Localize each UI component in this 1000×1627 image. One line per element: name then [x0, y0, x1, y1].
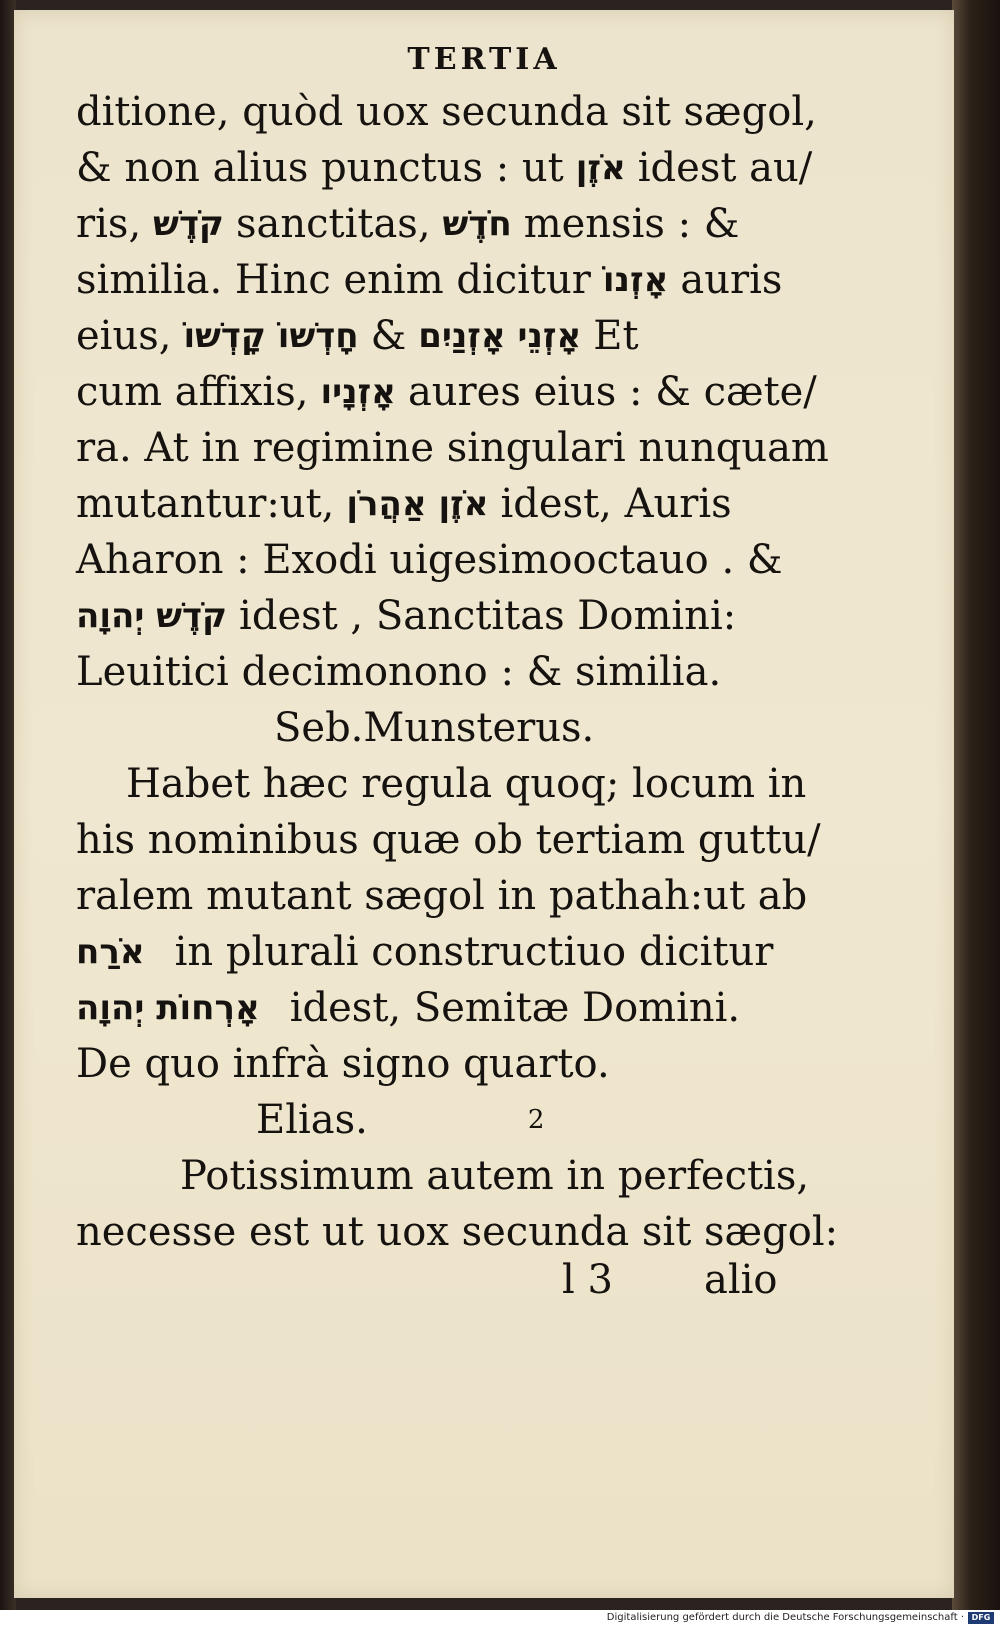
line-text: &	[370, 313, 407, 359]
line-text: mutantur:ut,	[76, 481, 335, 527]
catchword: alio	[704, 1257, 778, 1303]
line-text: ralem mutant sægol in pathah:ut ab	[76, 873, 808, 919]
line-text: Seb.Munsterus.	[274, 705, 595, 751]
line-text: eius,	[76, 313, 172, 359]
line-text: & non alius punctus : ut	[76, 145, 564, 191]
text-line-5	[76, 308, 639, 364]
line-text: mensis : &	[523, 201, 740, 247]
hebrew-word: קֹדֶשׁ יְהוָה	[76, 596, 228, 636]
line-text: ditione, quòd uox secunda sit sægol,	[76, 89, 817, 135]
hebrew-word: אָזְנָיו	[320, 372, 396, 412]
text-line-4	[76, 252, 782, 308]
text-line-14	[76, 812, 821, 868]
text-line-15	[76, 868, 807, 924]
text-line-1	[76, 84, 817, 140]
text-line-17	[76, 980, 740, 1036]
line-text: De quo infrà signo quarto.	[76, 1041, 610, 1087]
text-line-2	[76, 140, 812, 196]
running-head: TERTIA	[407, 42, 561, 77]
line-text: cum affixis,	[76, 369, 309, 415]
line-text: in plurali constructiuo dicitur	[174, 929, 774, 975]
hebrew-word: חָדְשׁוֹ קָדְשׁוֹ	[183, 316, 359, 356]
dfg-logo: DFG	[968, 1612, 994, 1624]
hebrew-word: אָזְנוֹ	[602, 260, 669, 300]
text-line-6	[76, 364, 817, 420]
line-text: idest, Semitæ Domini.	[289, 985, 741, 1031]
note-number: 2	[527, 1105, 545, 1135]
hebrew-word: אֹזֶן אַהֲרֹן	[346, 484, 489, 524]
text-line-8	[76, 476, 732, 532]
author-heading-munster	[274, 700, 594, 756]
signature-mark: l 3	[562, 1257, 613, 1303]
line-text: ra. At in regimine singulari nunquam	[76, 425, 829, 471]
hebrew-word: אָזְנֵי אָזְנַיִם	[418, 316, 582, 356]
line-text: his nominibus quæ ob tertiam guttu/	[76, 817, 821, 863]
hebrew-word: אֹזֶן	[575, 148, 626, 188]
text-line-11	[76, 644, 721, 700]
line-text: Aharon : Exodi uigesimooctauo . &	[76, 537, 783, 583]
line-text: ris,	[76, 201, 142, 247]
text-line-7	[76, 420, 829, 476]
book-page	[14, 10, 954, 1598]
line-text: sanctitas,	[235, 201, 431, 247]
digitization-credit: Digitalisierung gefördert durch die Deutsche Forschungsgemeinschaft ·	[606, 1612, 964, 1623]
text-line-20	[180, 1148, 809, 1204]
hebrew-word: קֹדֶשׁ	[153, 204, 224, 244]
text-line-18	[76, 1036, 610, 1092]
text-line-3	[76, 196, 739, 252]
line-text: necesse est ut uox secunda sit sægol:	[76, 1209, 839, 1255]
text-line-16	[76, 924, 773, 980]
line-text: aures eius : & cæte/	[407, 369, 817, 415]
line-text: Elias.	[256, 1097, 368, 1143]
line-text: Habet hæc regula quoq; locum in	[126, 761, 807, 807]
line-text: idest, Auris	[500, 481, 732, 527]
text-line-13	[126, 756, 806, 812]
author-heading-elias	[256, 1092, 544, 1148]
line-text: Potissimum autem in perfectis,	[180, 1153, 810, 1199]
text-line-9	[76, 532, 782, 588]
line-text: similia. Hinc enim dicitur	[76, 257, 591, 303]
hebrew-word: אָרְחוֹת יְהוָה	[76, 988, 260, 1028]
line-text: idest au/	[637, 145, 813, 191]
line-text: Et	[593, 313, 639, 359]
hebrew-word: אֹרַח	[76, 932, 145, 972]
page-edge	[952, 0, 1000, 1610]
line-text: Leuitici decimonono : & similia.	[76, 649, 722, 695]
hebrew-word: חֹדֶשׁ	[442, 204, 512, 244]
line-text: idest , Sanctitas Domini:	[239, 593, 737, 639]
line-text: auris	[680, 257, 783, 303]
text-line-10	[76, 588, 736, 644]
